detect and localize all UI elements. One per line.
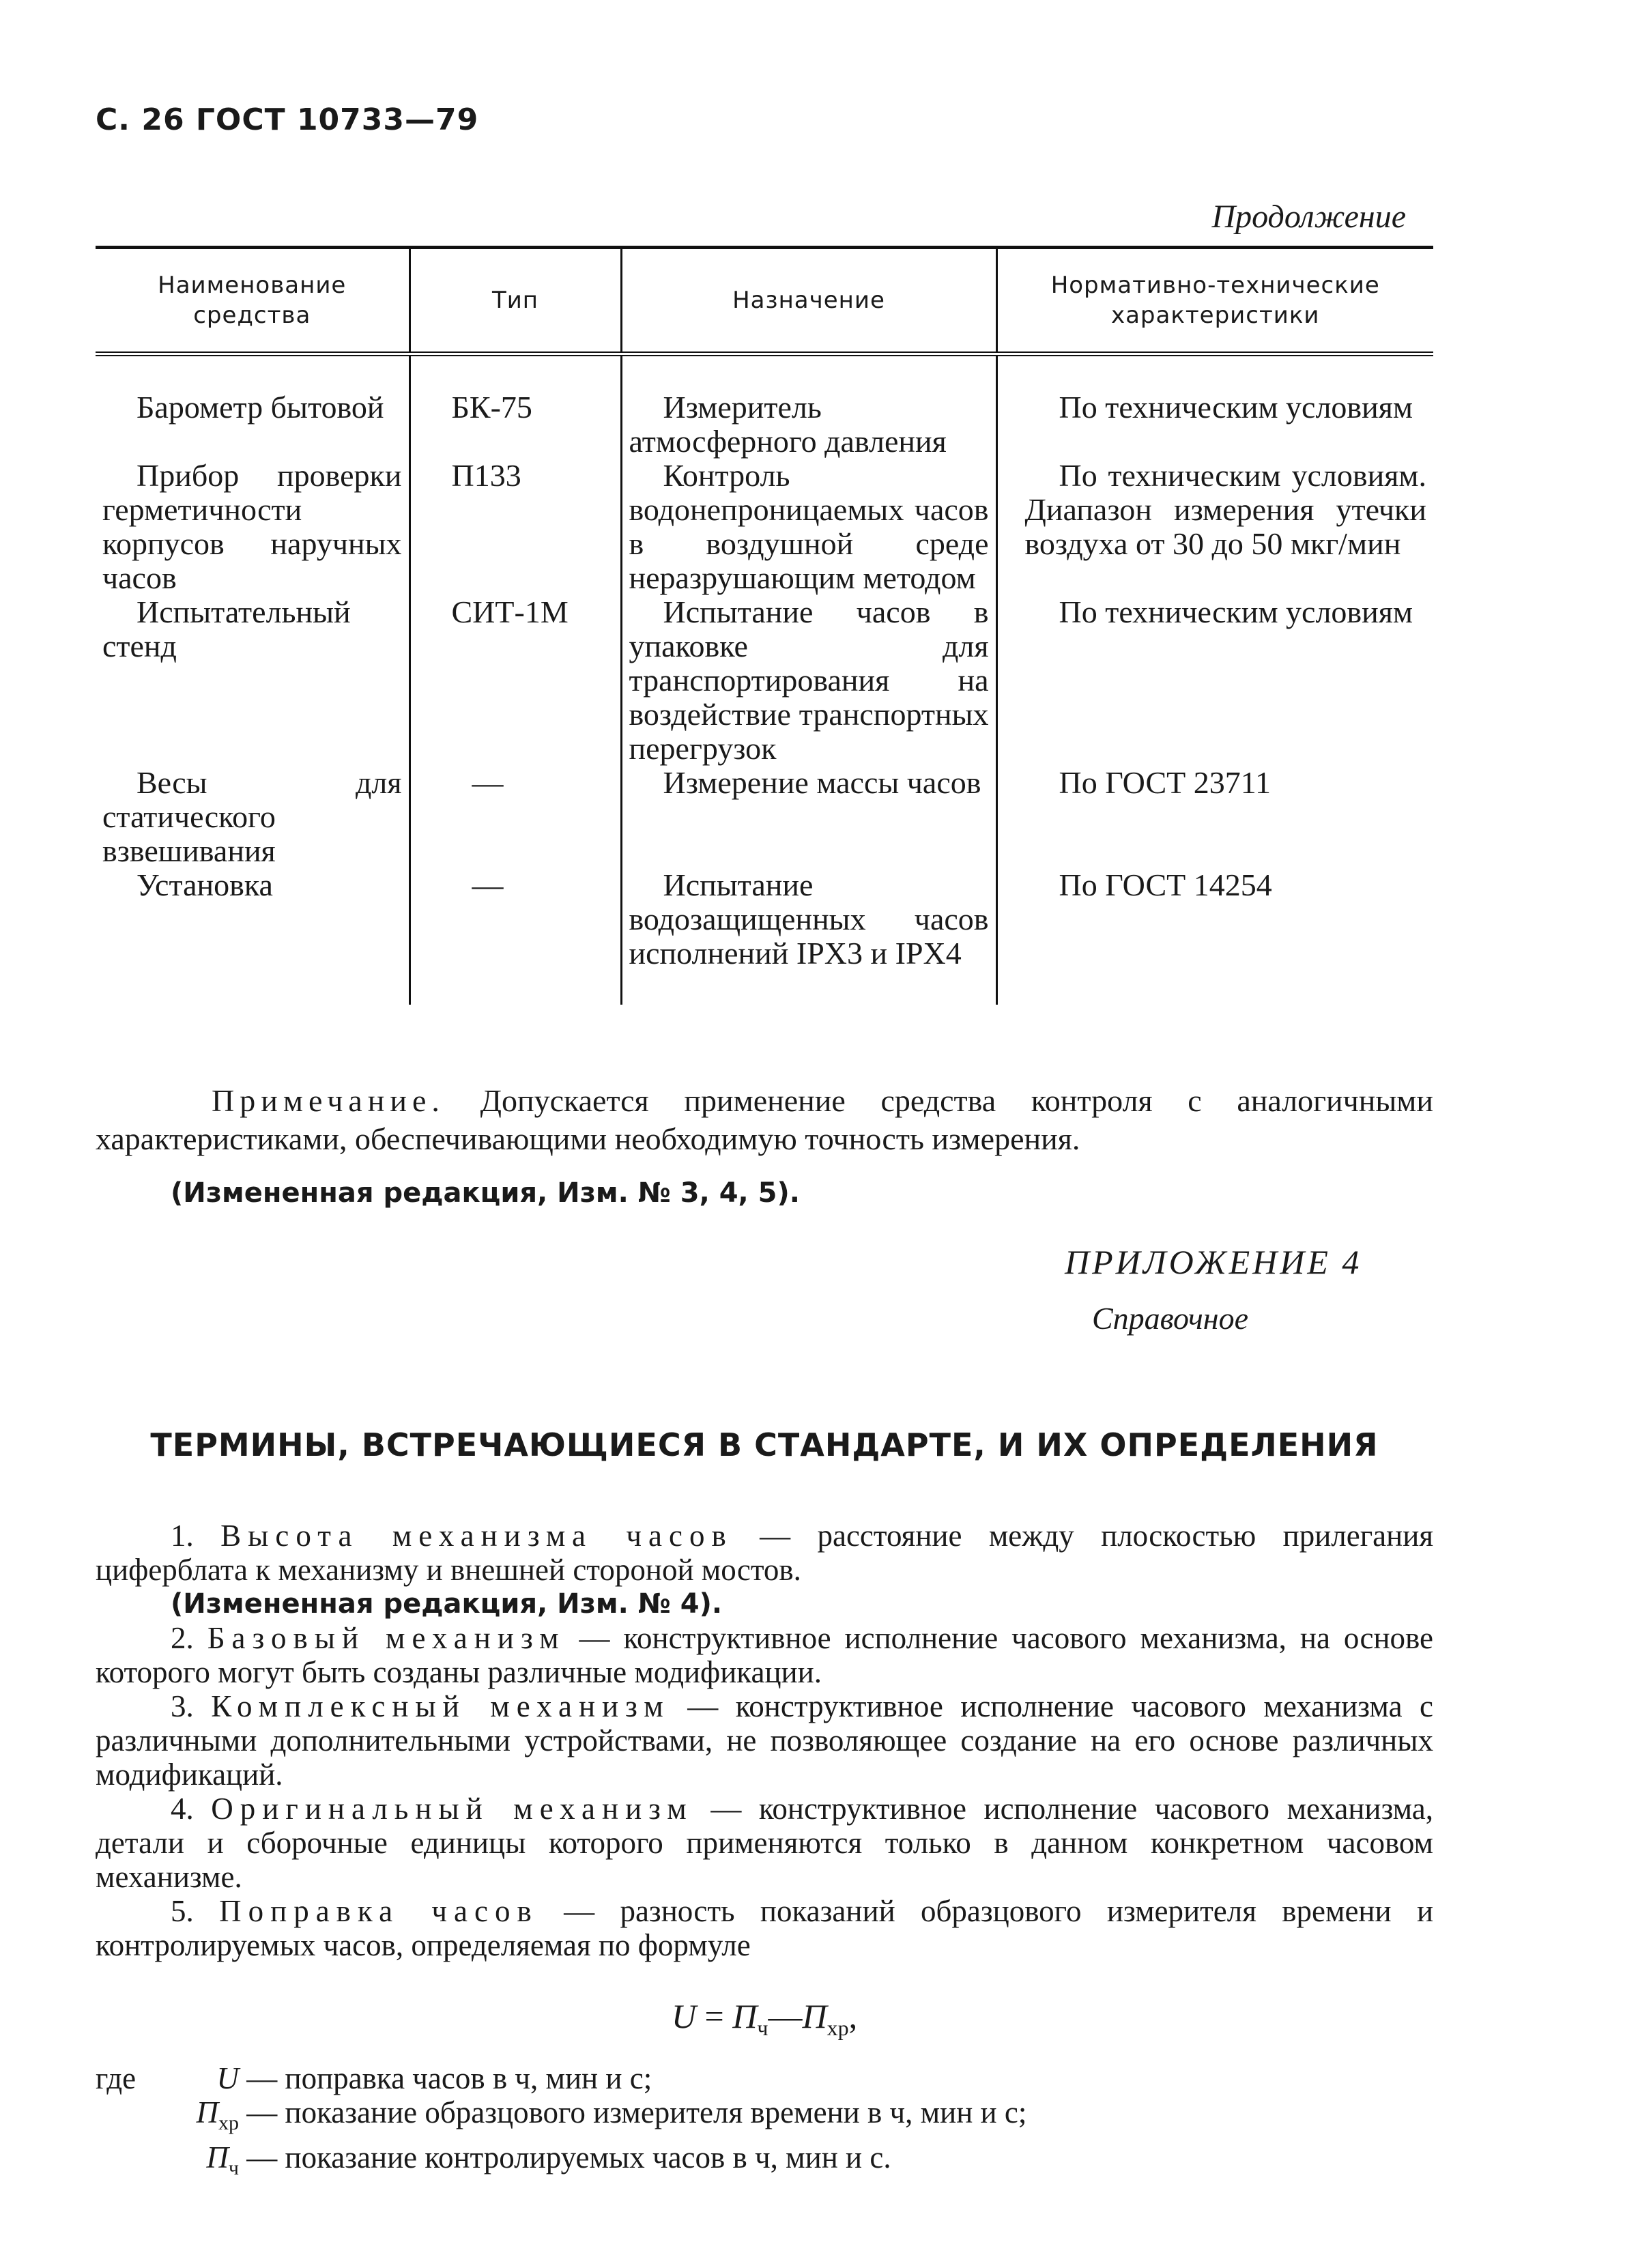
table-row (96, 595, 1433, 766)
cell-type: — (410, 868, 621, 1005)
term-item (96, 1519, 1433, 1587)
cell-purpose: Контроль водонепроницаемых часов в воздушной среде неразрушающим методом (621, 459, 996, 595)
legend-symbol-sub: ч (228, 2157, 239, 2179)
term-definition: — расстояние между плоскостью прилегания циферблата к механизму и внешней стороной мостов. (96, 1519, 1434, 1587)
column-header-norm: Нормативно-технические характеристики (996, 248, 1433, 354)
legend-row (96, 2095, 1433, 2140)
table-header-row (96, 248, 1433, 354)
term-definition: — конструктивное исполнение часового механизма, детали и сборочные единицы которого применяются только в данном конкретном часовом механизме. (96, 1792, 1434, 1894)
term-name: Высота механизма часов (220, 1519, 733, 1553)
term-definition: — конструктивное исполнение часового механизма с различными дополнительными устройствами, не позволяющее создание на его основе различных модификаций. (96, 1689, 1433, 1792)
page-header: С. 26 ГОСТ 10733—79 (96, 102, 479, 137)
cell-name: Установка (136, 867, 273, 902)
cell-type: СИТ-1М (410, 595, 621, 766)
cell-norm: По техническим условиям (996, 595, 1433, 766)
cell-norm: По техническим условиям. Диапазон измерения утечки воздуха от 30 до 50 мкг/мин (996, 459, 1433, 595)
term-number: 2. (171, 1621, 194, 1655)
legend-symbol (96, 2140, 239, 2185)
note-edition: (Измененная редакция, Изм. № 3, 4, 5). (171, 1177, 800, 1209)
legend-text: — показание образцового измерителя времени в ч, мин и с; (246, 2095, 1027, 2129)
formula-legend (96, 2061, 1433, 2185)
cell-name: Испытательный стенд (102, 594, 351, 663)
table-row (96, 868, 1433, 1005)
term-number: 4. (171, 1792, 194, 1826)
legend-row (96, 2140, 1433, 2185)
formula-minus: — (768, 1997, 803, 2035)
cell-type: П133 (410, 459, 621, 595)
column-header-type: Тип (410, 248, 621, 354)
table-row (96, 459, 1433, 595)
note-label: Примечание. (212, 1083, 445, 1118)
formula-tail: , (848, 1997, 858, 2035)
cell-purpose: Измерение массы часов (621, 766, 996, 868)
cell-name: Прибор проверки герметичности корпусов наручных часов (102, 458, 402, 595)
cell-norm: По техническим условиям (996, 354, 1433, 459)
cell-norm: По ГОСТ 23711 (996, 766, 1433, 868)
formula-lhs: U (671, 1997, 697, 2035)
term-number: 5. (171, 1894, 194, 1928)
legend-row (96, 2061, 1433, 2095)
legend-symbol-text: П (206, 2140, 229, 2174)
terms-list (96, 1519, 1433, 1962)
cell-name: Весы для статического взвешивания (102, 765, 402, 868)
cell-purpose: Испытание часов в упаковке для транспортирования на воздействие транспортных перегрузок (621, 595, 996, 766)
correction-formula (96, 1996, 1433, 2041)
column-header-name: Наименование средства (158, 272, 347, 329)
legend-symbol-text: U (216, 2061, 239, 2095)
appendix-title: ПРИЛОЖЕНИЕ 4 (1065, 1243, 1362, 1281)
term-name: Базовый механизм (207, 1621, 566, 1655)
legend-text: — показание контролируемых часов в ч, мин и с. (246, 2140, 891, 2174)
term-number: 1. (171, 1519, 194, 1553)
term-item (96, 1792, 1433, 1894)
term-number: 3. (171, 1689, 194, 1723)
table-continuation-label: Продолжение (1211, 199, 1406, 235)
term-item (96, 1689, 1433, 1792)
term-definition: — разность показаний образцового измерителя времени и контролируемых часов, определяемая по формуле (96, 1894, 1434, 1962)
appendix-subtitle: Справочное (1092, 1301, 1249, 1336)
note-text: Допускается применение средства контроля с аналогичными характеристиками, обеспечивающими необходимую точность измерения. (96, 1083, 1433, 1156)
term-item (96, 1894, 1433, 1962)
table-row (96, 766, 1433, 868)
cell-norm: По ГОСТ 14254 (996, 868, 1433, 1005)
legend-symbol (96, 2095, 239, 2140)
formula-p1-sub: ч (757, 2015, 768, 2040)
section-title: ТЕРМИНЫ, ВСТРЕЧАЮЩИЕСЯ В СТАНДАРТЕ, И ИХ ОПРЕДЕЛЕНИЯ (150, 1426, 1379, 1463)
term-name: Поправка часов (219, 1894, 538, 1928)
legend-symbol-text: П (196, 2095, 218, 2129)
formula-p2: П (802, 1997, 827, 2035)
term-edition: (Измененная редакция, Изм. № 4). (171, 1588, 723, 1620)
term-item (96, 1621, 1433, 1689)
formula-eq: = (696, 1997, 733, 2035)
term-name: Оригинальный механизм (211, 1792, 693, 1826)
cell-name: Барометр бытовой (136, 390, 384, 425)
formula-p1: П (732, 1997, 758, 2035)
table-row (96, 354, 1433, 459)
legend-symbol-sub: хр (218, 2112, 239, 2134)
cell-type: БК-75 (410, 354, 621, 459)
table-note (96, 1082, 1433, 1158)
column-header-purpose: Назначение (621, 248, 996, 354)
legend-text: — поправка часов в ч, мин и с; (246, 2061, 652, 2095)
formula-p2-sub: хр (827, 2015, 849, 2040)
cell-purpose: Измеритель атмосферного давления (621, 354, 996, 459)
cell-purpose: Испытание водозащищенных часов исполнений IPX3 и IPX4 (621, 868, 996, 1005)
term-name: Комплексный механизм (211, 1689, 670, 1723)
cell-type: — (410, 766, 621, 868)
instruments-table (96, 246, 1433, 1005)
term-definition: — конструктивное исполнение часового механизма, на основе которого могут быть созданы различные модификации. (96, 1621, 1434, 1689)
legend-lead: где (96, 2061, 136, 2095)
